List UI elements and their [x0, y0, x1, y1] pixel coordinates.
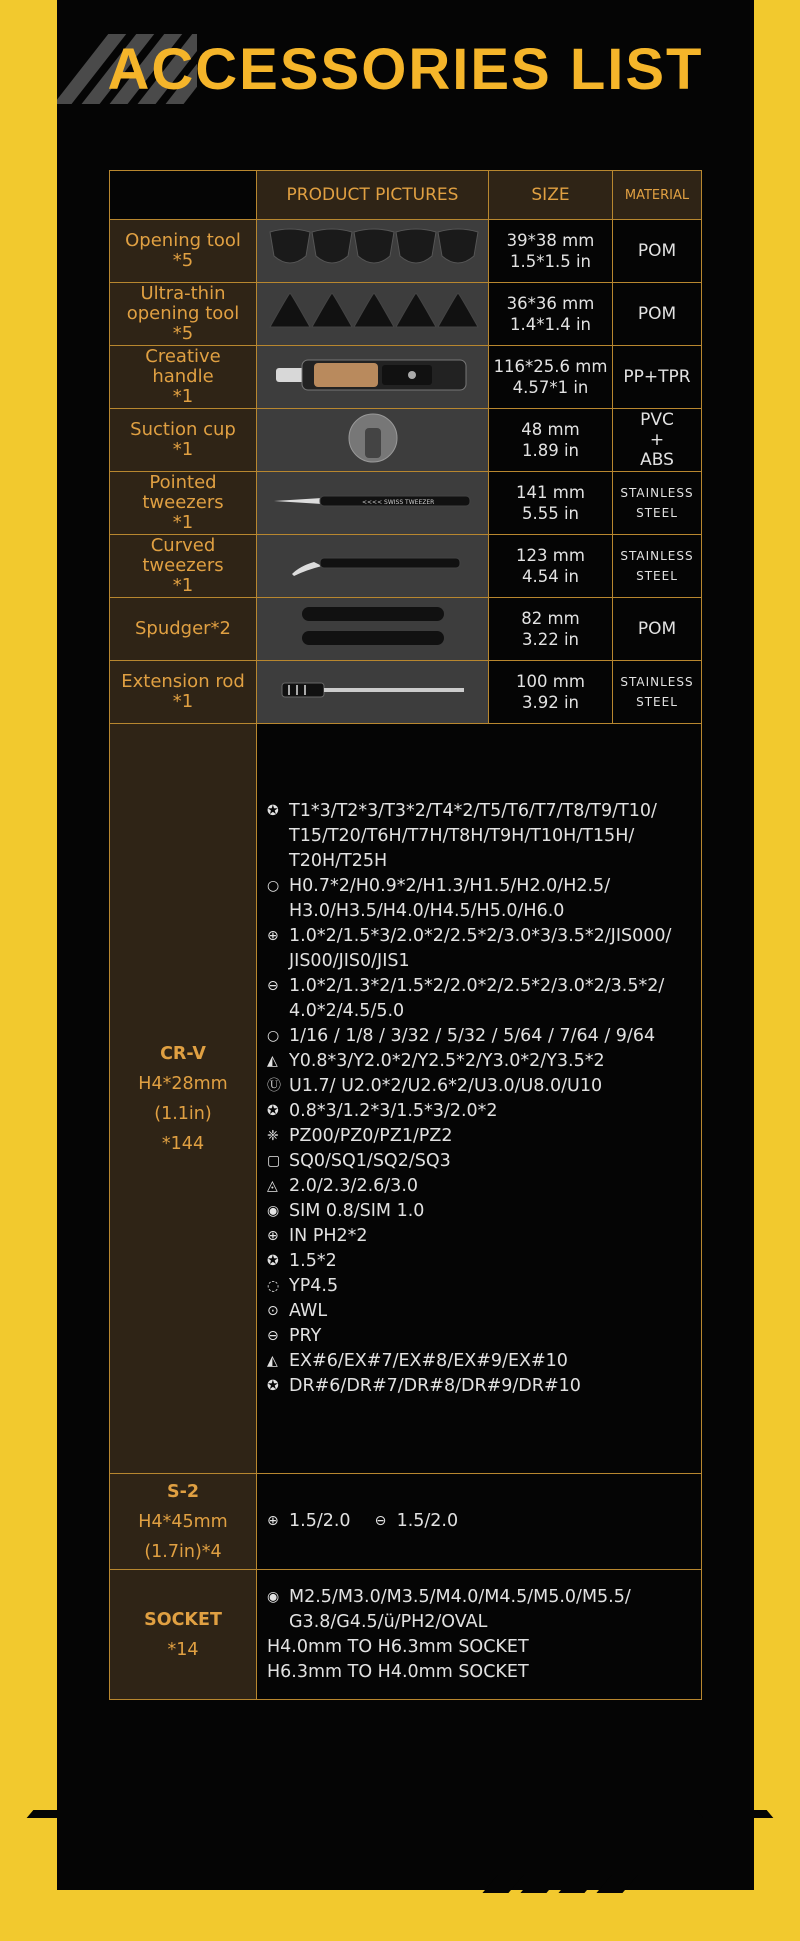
text-line: Extension rod	[121, 671, 245, 692]
tweezer-label: <<<< SWISS TWEEZER	[361, 499, 434, 506]
item-name	[110, 661, 257, 724]
spudger-icon	[257, 598, 489, 661]
text-line: 141 mm	[516, 483, 585, 502]
text-line: 5.55 in	[521, 504, 580, 523]
header-row	[110, 171, 702, 220]
text-line: 36*36 mm	[506, 294, 595, 313]
header-pictures: PRODUCT PICTURES	[257, 171, 489, 220]
bit-icon: ◭	[267, 1352, 278, 1369]
text-line: Opening tool	[125, 230, 241, 251]
list-item	[267, 1324, 693, 1349]
item-material	[613, 346, 702, 409]
triangle-picks-icon	[257, 283, 489, 346]
bit-icon: ⊖	[267, 977, 279, 994]
text-line: STEEL	[636, 506, 678, 520]
bit-text: 2.0/2.3/2.6/3.0	[289, 1175, 419, 1196]
text-line: Spudger*2	[134, 618, 232, 639]
group-row-crv	[110, 724, 702, 1474]
text-line: 82 mm	[521, 609, 580, 628]
group-name-line: H4*45mm	[138, 1511, 228, 1532]
bit-icon: ⊖	[374, 1513, 387, 1529]
bit-text: H6.3mm TO H4.0mm SOCKET	[267, 1661, 529, 1682]
table-row	[110, 472, 702, 535]
list-item	[267, 1174, 693, 1199]
list-item	[267, 1374, 693, 1399]
text-line: *1	[172, 439, 194, 460]
bit-text: U1.7/ U2.0*2/U2.6*2/U3.0/U8.0/U10	[289, 1075, 603, 1096]
text-line: 48 mm	[521, 420, 580, 439]
text-line: *5	[172, 323, 194, 344]
bit-text: 0.8*3/1.2*3/1.5*3/2.0*2	[289, 1100, 498, 1121]
item-material	[613, 409, 702, 472]
bit-icon: ○	[267, 1027, 280, 1044]
text-line: *5	[172, 250, 194, 271]
table-row	[110, 661, 702, 724]
text-line: 1.89 in	[521, 441, 580, 460]
text-line: 1.5*1.5 in	[509, 252, 592, 271]
item-size	[489, 220, 613, 283]
list-item	[267, 1049, 693, 1074]
text-line: tweezers	[142, 555, 224, 576]
opening-picks-icon	[257, 220, 489, 283]
list-item	[267, 974, 693, 1024]
item-size	[489, 283, 613, 346]
group-name-line: (1.1in)	[154, 1103, 212, 1124]
item-material	[613, 598, 702, 661]
group-name-line: *14	[167, 1639, 199, 1660]
text-line: ABS	[640, 450, 674, 470]
table-row	[110, 598, 702, 661]
table-row	[110, 535, 702, 598]
text-line: *1	[172, 691, 194, 712]
list-item	[267, 1660, 693, 1685]
text-line: 4.57*1 in	[512, 378, 589, 397]
text-line: Pointed	[149, 472, 217, 493]
bit-text: YP4.5	[289, 1275, 339, 1296]
bit-text: PRY	[289, 1325, 322, 1346]
group-name-line: (1.7in)*4	[144, 1541, 222, 1562]
text-line: 4.54 in	[521, 567, 580, 586]
list-item	[267, 1274, 693, 1299]
item-name	[110, 472, 257, 535]
text-line: Suction cup	[130, 419, 236, 440]
list-item	[267, 1299, 693, 1324]
group-name-line: H4*28mm	[138, 1073, 228, 1094]
item-size	[489, 409, 613, 472]
bit-icon: ❈	[267, 1127, 279, 1144]
text-line: STAINLESS	[620, 675, 694, 689]
group-name	[110, 1474, 257, 1570]
item-size	[489, 661, 613, 724]
bit-icon: ▢	[267, 1152, 281, 1169]
list-item	[267, 799, 693, 874]
text-line: 39*38 mm	[506, 231, 595, 250]
bottom-accent-left	[27, 1810, 94, 1818]
list-item	[267, 1585, 693, 1635]
bit-icon: ✪	[267, 802, 279, 819]
bit-text: 1/16 / 1/8 / 3/32 / 5/32 / 5/64 / 7/64 / 9/64	[289, 1025, 656, 1046]
bit-text: 1.0*2/1.3*2/1.5*2/2.0*2/2.5*2/3.0*2/3.5*2/ 4.0*2/4.5/5.0	[289, 975, 665, 1021]
bit-text: EX#6/EX#7/EX#8/EX#9/EX#10	[289, 1350, 568, 1371]
bit-list	[257, 1570, 702, 1700]
bit-icon: ◌	[267, 1277, 280, 1294]
list-item	[267, 1099, 693, 1124]
page-title: ACCESSORIES LIST	[107, 37, 704, 102]
text-line: 1.4*1.4 in	[509, 315, 592, 334]
item-size	[489, 346, 613, 409]
header-blank	[110, 171, 257, 220]
extension-rod-icon	[257, 661, 489, 724]
bit-text: SIM 0.8/SIM 1.0	[289, 1200, 425, 1221]
bit-icon: ◭	[267, 1052, 278, 1069]
bit-icon: ⊖	[267, 1327, 279, 1344]
group-row-s2	[110, 1474, 702, 1570]
bit-text: 1.5/2.0	[396, 1511, 459, 1531]
bit-list	[257, 1474, 702, 1570]
text-line: 100 mm	[516, 672, 585, 691]
list-item	[267, 1149, 693, 1174]
text-line: STEEL	[636, 569, 678, 583]
item-material	[613, 472, 702, 535]
text-line: handle	[152, 366, 214, 387]
group-name	[110, 724, 257, 1474]
item-material	[613, 220, 702, 283]
bit-icon: ⊕	[267, 1227, 279, 1244]
bit-icon: ◉	[267, 1588, 280, 1605]
text-line: POM	[637, 304, 677, 324]
item-size	[489, 472, 613, 535]
text-line: POM	[637, 241, 677, 261]
bit-text: H4.0mm TO H6.3mm SOCKET	[267, 1636, 529, 1657]
bit-text: T1*3/T2*3/T3*2/T4*2/T5/T6/T7/T8/T9/T10/ T15/T20/T6H/T7H/T8H/T9H/T10H/T15H/ T20H/T25H	[289, 800, 657, 871]
text-line: 3.22 in	[521, 630, 580, 649]
item-name	[110, 535, 257, 598]
table-row	[110, 220, 702, 283]
group-name-line: SOCKET	[144, 1609, 222, 1630]
text-line: *1	[172, 386, 194, 407]
list-item	[267, 1024, 693, 1049]
text-line: opening tool	[126, 303, 240, 324]
text-line: *1	[172, 575, 194, 596]
item-size	[489, 598, 613, 661]
bit-text: SQ0/SQ1/SQ2/SQ3	[289, 1150, 451, 1171]
text-line: POM	[637, 619, 677, 639]
table-row	[110, 346, 702, 409]
bit-icon: ⊕	[267, 1513, 279, 1529]
item-name	[110, 346, 257, 409]
list-item	[267, 1249, 693, 1274]
table-row	[110, 409, 702, 472]
bit-text: M2.5/M3.0/M3.5/M4.0/M4.5/M5.0/M5.5/ G3.8/G4.5/ü/PH2/OVAL	[289, 1586, 631, 1632]
group-row-socket	[110, 1570, 702, 1700]
text-line: STAINLESS	[620, 549, 694, 563]
accessories-table	[109, 170, 702, 1700]
list-item	[267, 1635, 693, 1660]
bit-icon: ◬	[267, 1177, 278, 1194]
group-name-line: *144	[161, 1133, 205, 1154]
item-name	[110, 283, 257, 346]
item-name	[110, 598, 257, 661]
bit-text: DR#6/DR#7/DR#8/DR#9/DR#10	[289, 1375, 581, 1396]
bit-icon: ○	[267, 877, 280, 894]
bit-list	[257, 724, 702, 1474]
text-line: 3.92 in	[521, 693, 580, 712]
bit-text: Y0.8*3/Y2.0*2/Y2.5*2/Y3.0*2/Y3.5*2	[289, 1050, 605, 1071]
text-line: Creative	[145, 346, 221, 367]
item-name	[110, 220, 257, 283]
bit-icon: ◉	[267, 1202, 280, 1219]
list-item	[267, 1509, 693, 1534]
list-item	[267, 1349, 693, 1374]
bit-text: AWL	[289, 1300, 328, 1321]
bit-text: PZ00/PZ0/PZ1/PZ2	[289, 1125, 453, 1146]
handle-icon	[257, 346, 489, 409]
list-item	[267, 1124, 693, 1149]
group-name-line: CR-V	[160, 1043, 206, 1064]
bit-text: 1.5/2.0	[289, 1511, 351, 1531]
text-line: Curved	[150, 535, 216, 556]
item-size	[489, 535, 613, 598]
bit-icon: ⊕	[267, 927, 279, 944]
group-name-line: S-2	[166, 1481, 200, 1502]
bit-icon: Ⓤ	[267, 1077, 281, 1094]
text-line: STAINLESS	[620, 486, 694, 500]
list-item	[267, 1224, 693, 1249]
text-line: *1	[172, 512, 194, 533]
bottom-accent-right	[697, 1810, 774, 1818]
list-item	[267, 1199, 693, 1224]
header-material: MATERIAL	[613, 171, 702, 220]
bit-text: 1.0*2/1.5*3/2.0*2/2.5*2/3.0*3/3.5*2/JIS000/ JIS00/JIS0/JIS1	[289, 925, 672, 971]
header-size: SIZE	[489, 171, 613, 220]
table-row	[110, 283, 702, 346]
text-line: 116*25.6 mm	[493, 357, 608, 376]
text-line: tweezers	[142, 492, 224, 513]
text-line: STEEL	[636, 695, 678, 709]
bit-text: IN PH2*2	[289, 1225, 368, 1246]
group-name	[110, 1570, 257, 1700]
item-name	[110, 409, 257, 472]
bit-icon: ✪	[267, 1252, 279, 1269]
list-item	[267, 874, 693, 924]
bit-text: H0.7*2/H0.9*2/H1.3/H1.5/H2.0/H2.5/ H3.0/H3.5/H4.0/H4.5/H5.0/H6.0	[289, 875, 611, 921]
item-material	[613, 535, 702, 598]
item-material	[613, 283, 702, 346]
pointed-tweezers-icon	[257, 472, 489, 535]
text-line: Ultra-thin	[140, 283, 226, 304]
text-line: PVC	[640, 410, 674, 430]
bit-icon: ✪	[267, 1377, 279, 1394]
text-line: PP+TPR	[623, 367, 691, 387]
suction-cup-icon	[257, 409, 489, 472]
bit-text: 1.5*2	[289, 1250, 337, 1271]
bit-icon: ✪	[267, 1102, 279, 1119]
text-line: +	[649, 430, 665, 450]
bit-icon: ⊙	[267, 1302, 279, 1319]
item-material	[613, 661, 702, 724]
list-item	[267, 1074, 693, 1099]
text-line: 123 mm	[516, 546, 585, 565]
list-item	[267, 924, 693, 974]
curved-tweezers-icon	[257, 535, 489, 598]
